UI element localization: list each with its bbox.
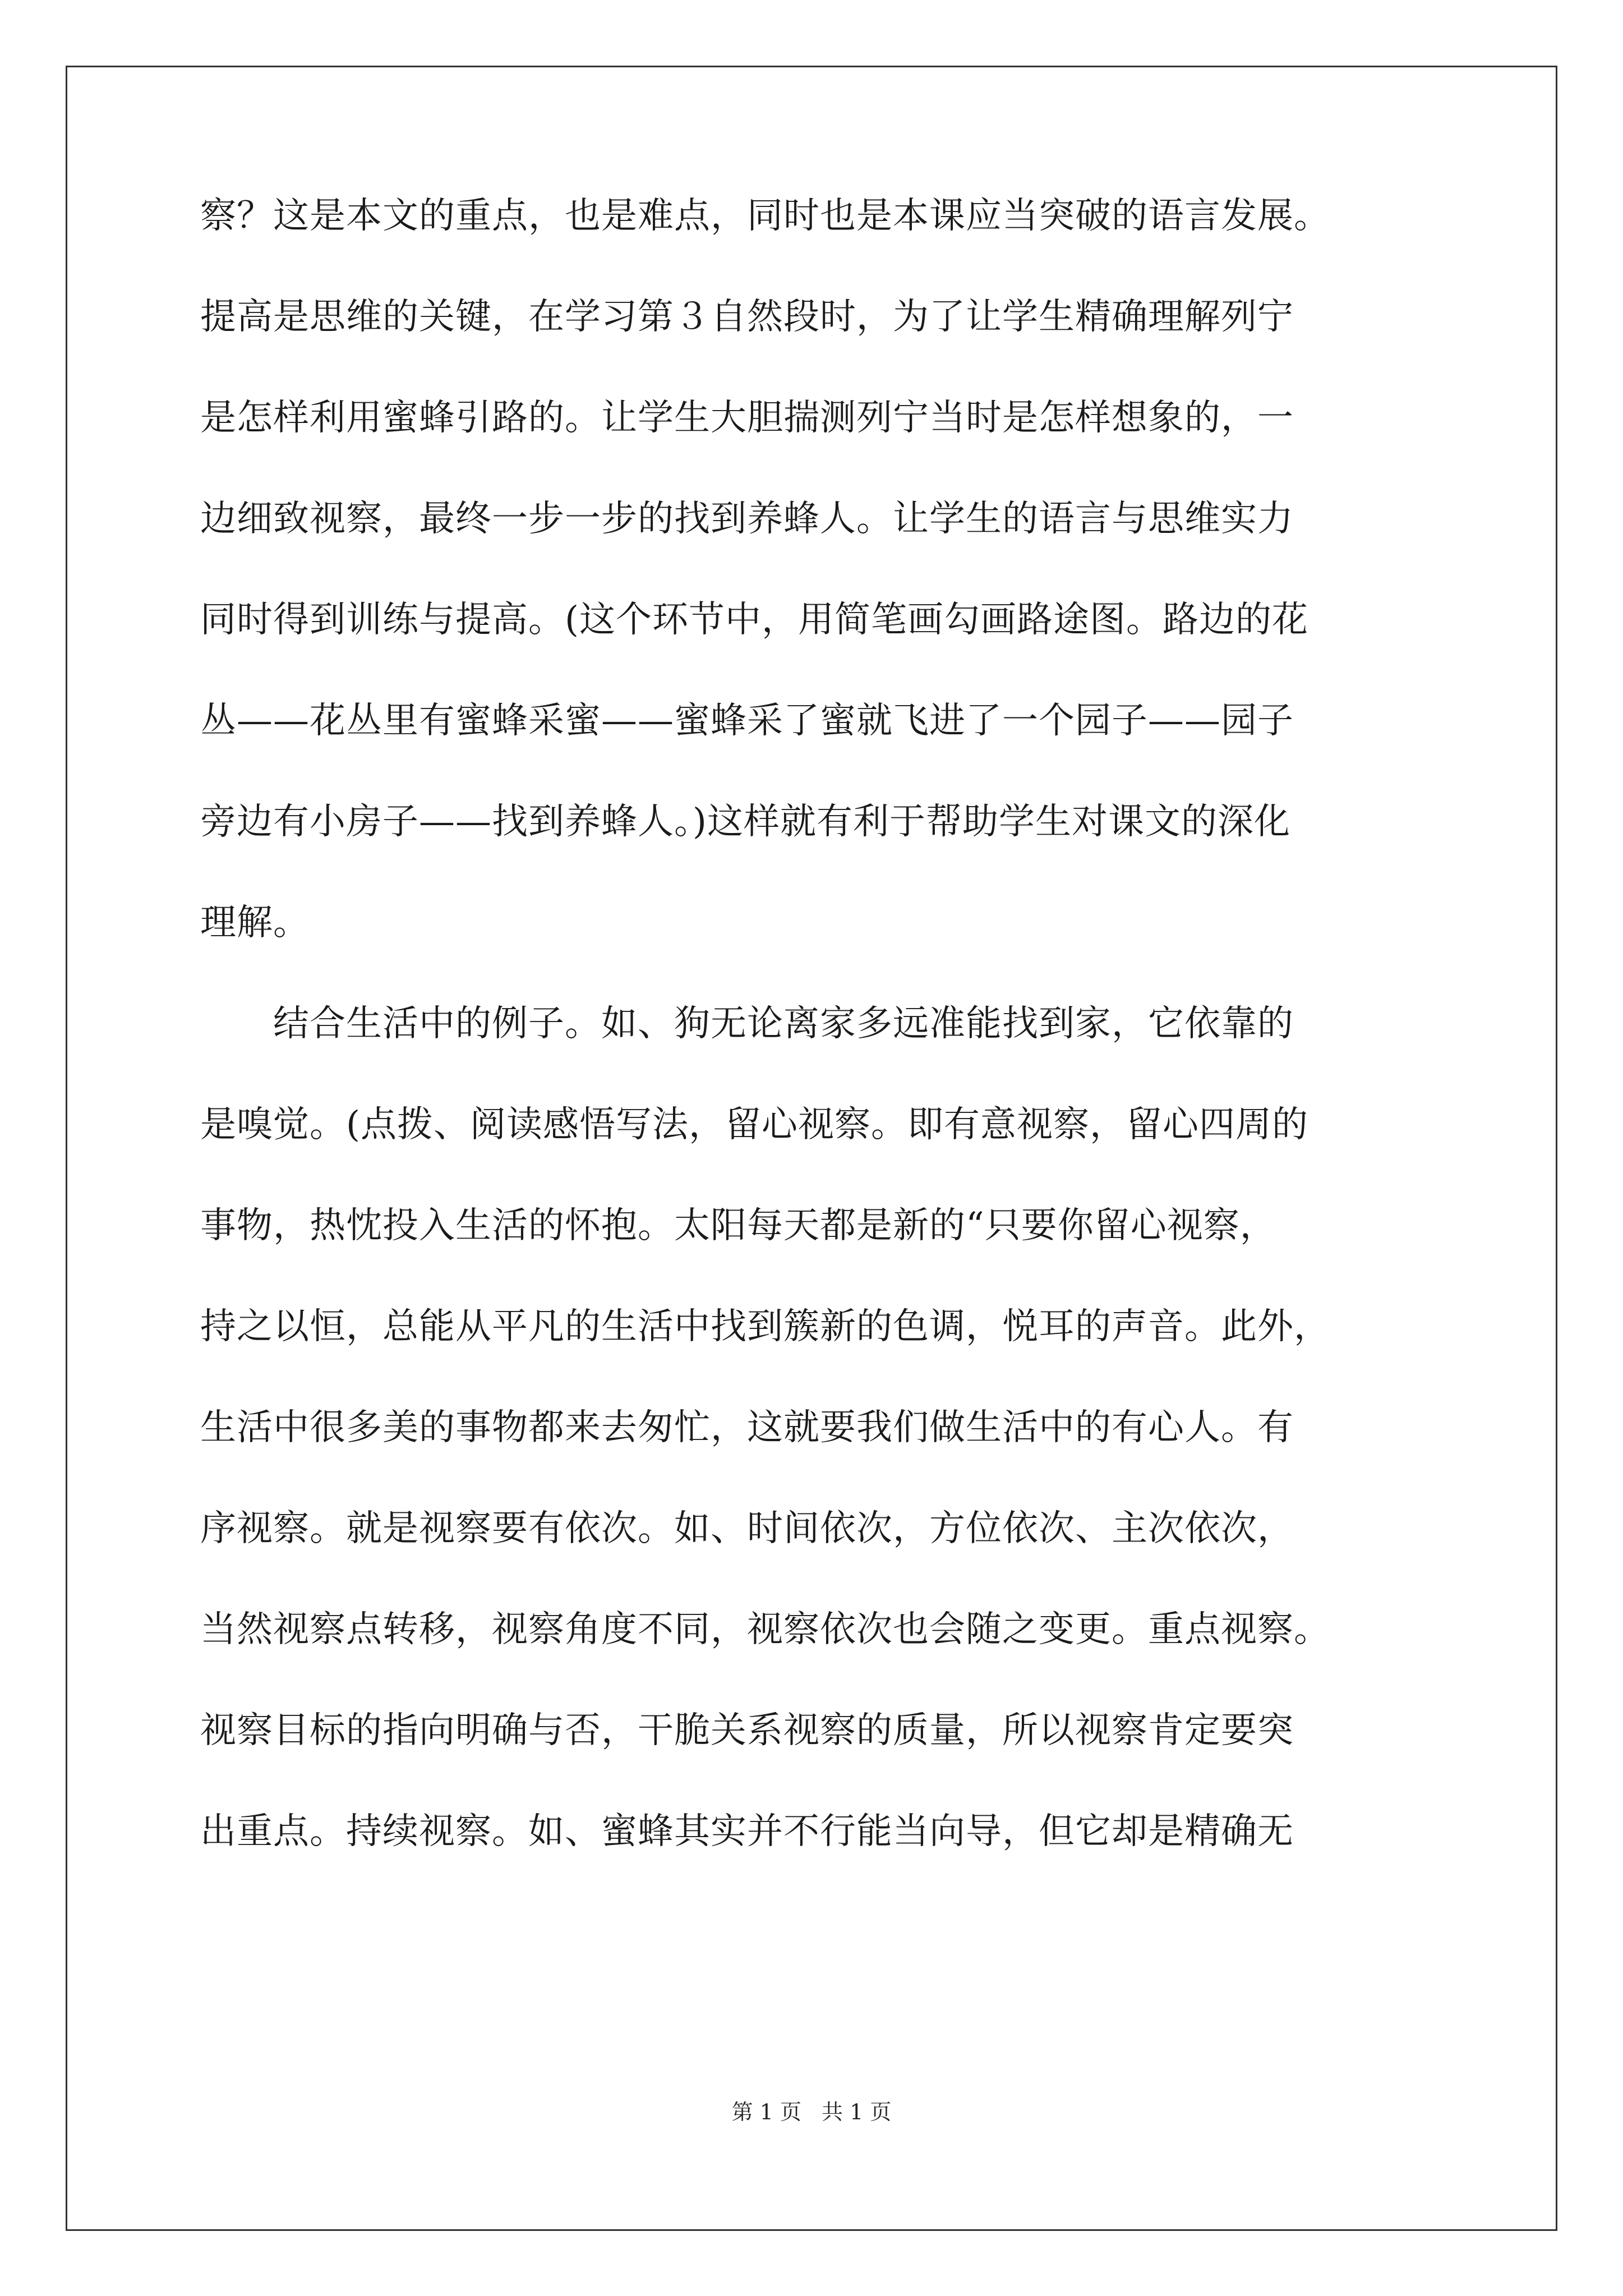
text-line-6: 丛——花丛里有蜜蜂采蜜——蜜蜂采了蜜就飞进了一个园子——园子	[200, 700, 1294, 742]
text-line-14: 序视察。就是视察要有依次。如、时间依次，方位依次、主次依次，	[200, 1508, 1294, 1549]
page-footer	[0, 2095, 1623, 2129]
text-line-17: 出重点。持续视察。如、蜜蜂其实并不行能当向导，但它却是精确无	[200, 1811, 1294, 1852]
text-line-9: 结合生活中的例子。如、狗无论离家多远准能找到家，它依靠的	[200, 1003, 1294, 1045]
text-line-13: 生活中很多美的事物都来去匆忙，这就要我们做生活中的有心人。有	[200, 1407, 1294, 1448]
text-line-3: 是怎样利用蜜蜂引路的。让学生大胆揣测列宁当时是怎样想象的，一	[200, 397, 1294, 439]
text-line-16: 视察目标的指向明确与否，干脆关系视察的质量，所以视察肯定要突	[200, 1710, 1294, 1751]
text-line-10: 是嗅觉。(点拨、阅读感悟写法，留心视察。即有意视察，留心四周的	[200, 1104, 1308, 1145]
text-line-5: 同时得到训练与提高。(这个环节中，用简笔画勾画路途图。路边的花	[200, 599, 1308, 641]
text-line-4: 边细致视察，最终一步一步的找到养蜂人。让学生的语言与思维实力	[200, 498, 1294, 540]
text-line-7: 旁边有小房子——找到养蜂人。)这样就有利于帮助学生对课文的深化	[200, 801, 1290, 843]
text-line-12: 持之以恒，总能从平凡的生活中找到簇新的色调，悦耳的声音。此外，	[200, 1306, 1330, 1347]
text-line-2: 提高是思维的关键，在学习第３自然段时，为了让学生精确理解列宁	[200, 296, 1294, 338]
page-total: 共 1 页	[822, 2100, 892, 2124]
text-line-1: 察？这是本文的重点，也是难点，同时也是本课应当突破的语言发展。	[200, 195, 1330, 237]
text-line-8: 理解。	[200, 902, 310, 944]
page-number: 第 1 页	[731, 2100, 801, 2124]
text-line-11: 事物，热忱投入生活的怀抱。太阳每天都是新的“只要你留心视察，	[200, 1205, 1276, 1246]
text-line-15: 当然视察点转移，视察角度不同，视察依次也会随之变更。重点视察。	[200, 1609, 1330, 1650]
